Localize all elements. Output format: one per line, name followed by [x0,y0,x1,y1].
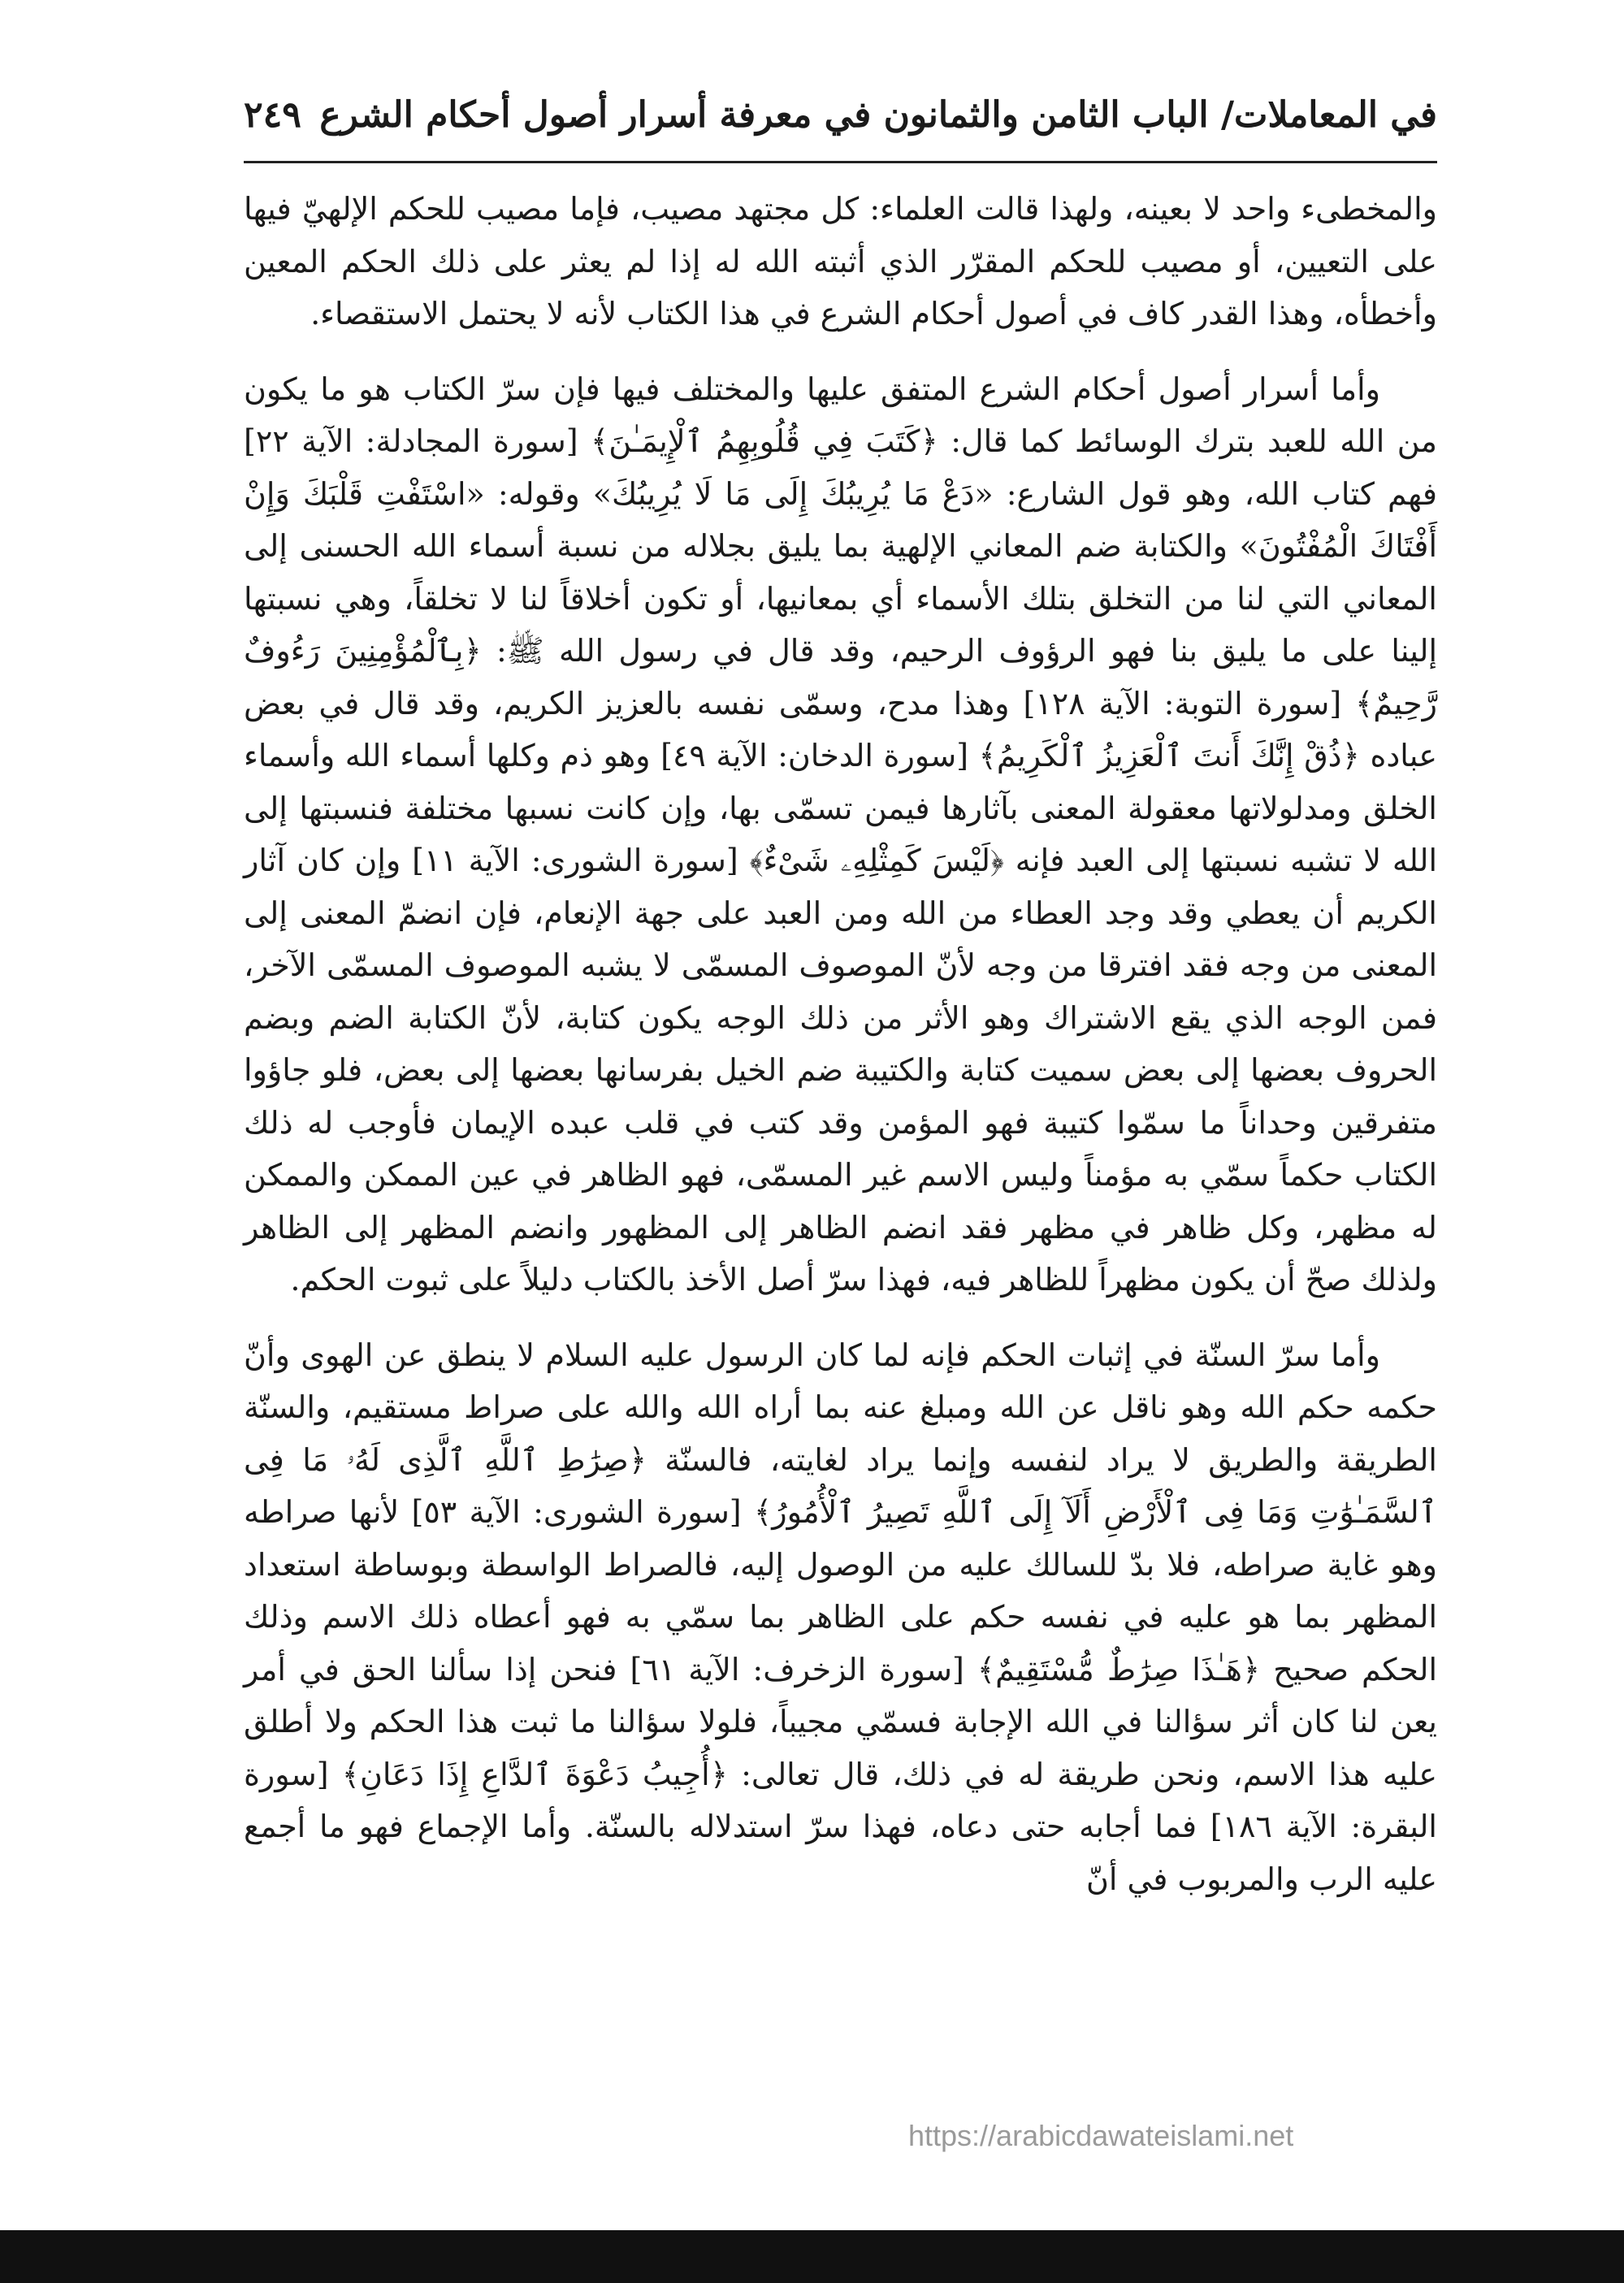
running-header [244,88,1437,163]
chapter-title: في المعاملات/ الباب الثامن والثمانون في معرفة أسرار أصول أحكام الشرع [319,94,1437,136]
paragraph-2: وأما أسرار أصول أحكام الشرع المتفق عليها والمختلف فيها فإن سرّ الكتاب هو ما يكون من الله للعبد بترك الوسائط كما قال: ﴿كَتَبَ فِي قُلُوبِهِمُ ٱلْإِيمَـٰنَ﴾ [سورة المجادلة: الآية ٢٢] فهم كتاب الله، وهو قول الشارع: «دَعْ مَا يُرِيبُكَ إِلَى مَا لَا يُرِيبُكَ» وقوله: «اسْتَفْتِ قَلْبَكَ وَإِنْ أَفْتَاكَ الْمُفْتُونَ» والكتابة ضم المعاني الإلهية بما يليق بجلاله من نسبة أسماء الله الحسنى إلى المعاني التي لنا من التخلق بتلك الأسماء أي بمعانيها، أو تكون أخلاقاً لنا لا تخلقاً، وهي نسبتها إلينا على ما يليق بنا فهو الرؤوف الرحيم، وقد قال في رسول الله ﷺ: ﴿بِٱلْمُؤْمِنِينَ رَءُوفٌ رَّحِيمٌ﴾ [سورة التوبة: الآية ١٢٨] وهذا مدح، وسمّى نفسه بالعزيز الكريم، وقد قال في بعض عباده ﴿ذُقْ إِنَّكَ أَنتَ ٱلْعَزِيزُ ٱلْكَرِيمُ﴾ [سورة الدخان: الآية ٤٩] وهو ذم وكلها أسماء الله وأسماء الخلق ومدلولاتها معقولة المعنى بآثارها فيمن تسمّى بها، وإن كانت نسبها مختلفة فنسبتها إلى الله لا تشبه نسبتها إلى العبد فإنه ﴿لَيْسَ كَمِثْلِهِۦ شَىْءٌ﴾ [سورة الشورى: الآية ١١] وإن كان آثار الكريم أن يعطي وقد وجد العطاء من الله ومن العبد على جهة الإنعام، فإن انضمّ المعنى إلى المعنى من وجه فقد افترقا من وجه لأنّ الموصوف المسمّى لا يشبه الموصوف المسمّى الآخر، فمن الوجه الذي يقع الاشتراك وهو الأثر من ذلك الوجه يكون كتابة، لأنّ الكتابة الضم وبضم الحروف بعضها إلى بعض سميت كتابة والكتيبة ضم الخيل بفرسانها بعضها إلى بعض، فلو جاؤوا متفرقين وحداناً ما سمّوا كتيبة فهو المؤمن وقد كتب في قلب عبده الإيمان فأوجب له ذلك الكتاب حكماً سمّي به مؤمناً وليس الاسم غير المسمّى، فهو الظاهر في عين الممكن والممكن له مظهر، وكل ظاهر في مظهر فقد انضم الظاهر إلى المظهور وانضم المظهر إلى الظاهر ولذلك صحّ أن يكون مظهراً للظاهر فيه، فهذا سرّ أصل الأخذ بالكتاب دليلاً على ثبوت الحكم. [244,370,1437,1297]
scan-edge [0,2230,1624,2283]
page-number: ٢٤٩ [244,94,301,136]
page-body [244,183,1437,1928]
paragraph-3: وأما سرّ السنّة في إثبات الحكم فإنه لما كان الرسول عليه السلام لا ينطق عن الهوى وأنّ حكمه حكم الله وهو ناقل عن الله ومبلغ عنه بما أراه الله والله على صراط مستقيم، والسنّة الطريقة والطريق لا يراد لنفسه وإنما يراد لغايته، فالسنّة ﴿صِرَٰطِ ٱللَّهِ ٱلَّذِى لَهُۥ مَا فِى ٱلسَّمَـٰوَٰتِ وَمَا فِى ٱلْأَرْضِ أَلَآ إِلَى ٱللَّهِ تَصِيرُ ٱلْأُمُورُ﴾ [سورة الشورى: الآية ٥٣] لأنها صراطه وهو غاية صراطه، فلا بدّ للسالك عليه من الوصول إليه، فالصراط الواسطة وبوساطة استعداد المظهر بما هو عليه في نفسه حكم على الظاهر بما سمّي به فهو أعطاه ذلك الاسم وذلك الحكم صحيح ﴿هَـٰذَا صِرَٰطٌ مُّسْتَقِيمٌ﴾ [سورة الزخرف: الآية ٦١] فنحن إذا سألنا الحق في أمر يعن لنا كان أثر سؤالنا في الله الإجابة فسمّي مجيباً، فلولا سؤالنا ما ثبت هذا الحكم ولا أطلق عليه هذا الاسم، ونحن طريقة له في ذلك، قال تعالى: ﴿أُجِيبُ دَعْوَةَ ٱلدَّاعِ إِذَا دَعَانِ﴾ [سورة البقرة: الآية ١٨٦] فما أجابه حتى دعاه، فهذا سرّ استدلاله بالسنّة. وأما الإجماع فهو ما أجمع عليه الرب والمربوب في أنّ [244,1336,1437,1897]
paragraph-1: والمخطىء واحد لا بعينه، ولهذا قالت العلماء: كل مجتهد مصيب، فإما مصيب للحكم الإلهيّ فيها على التعيين، أو مصيب للحكم المقرّر الذي أثبته الله له إذا لم يعثر على ذلك الحكم المعين وأخطأه، وهذا القدر كاف في أصول أحكام الشرع في هذا الكتاب لأنه لا يحتمل الاستقصاء. [244,191,1437,331]
source-watermark: https://arabicdawateislami.net [908,2119,1294,2152]
